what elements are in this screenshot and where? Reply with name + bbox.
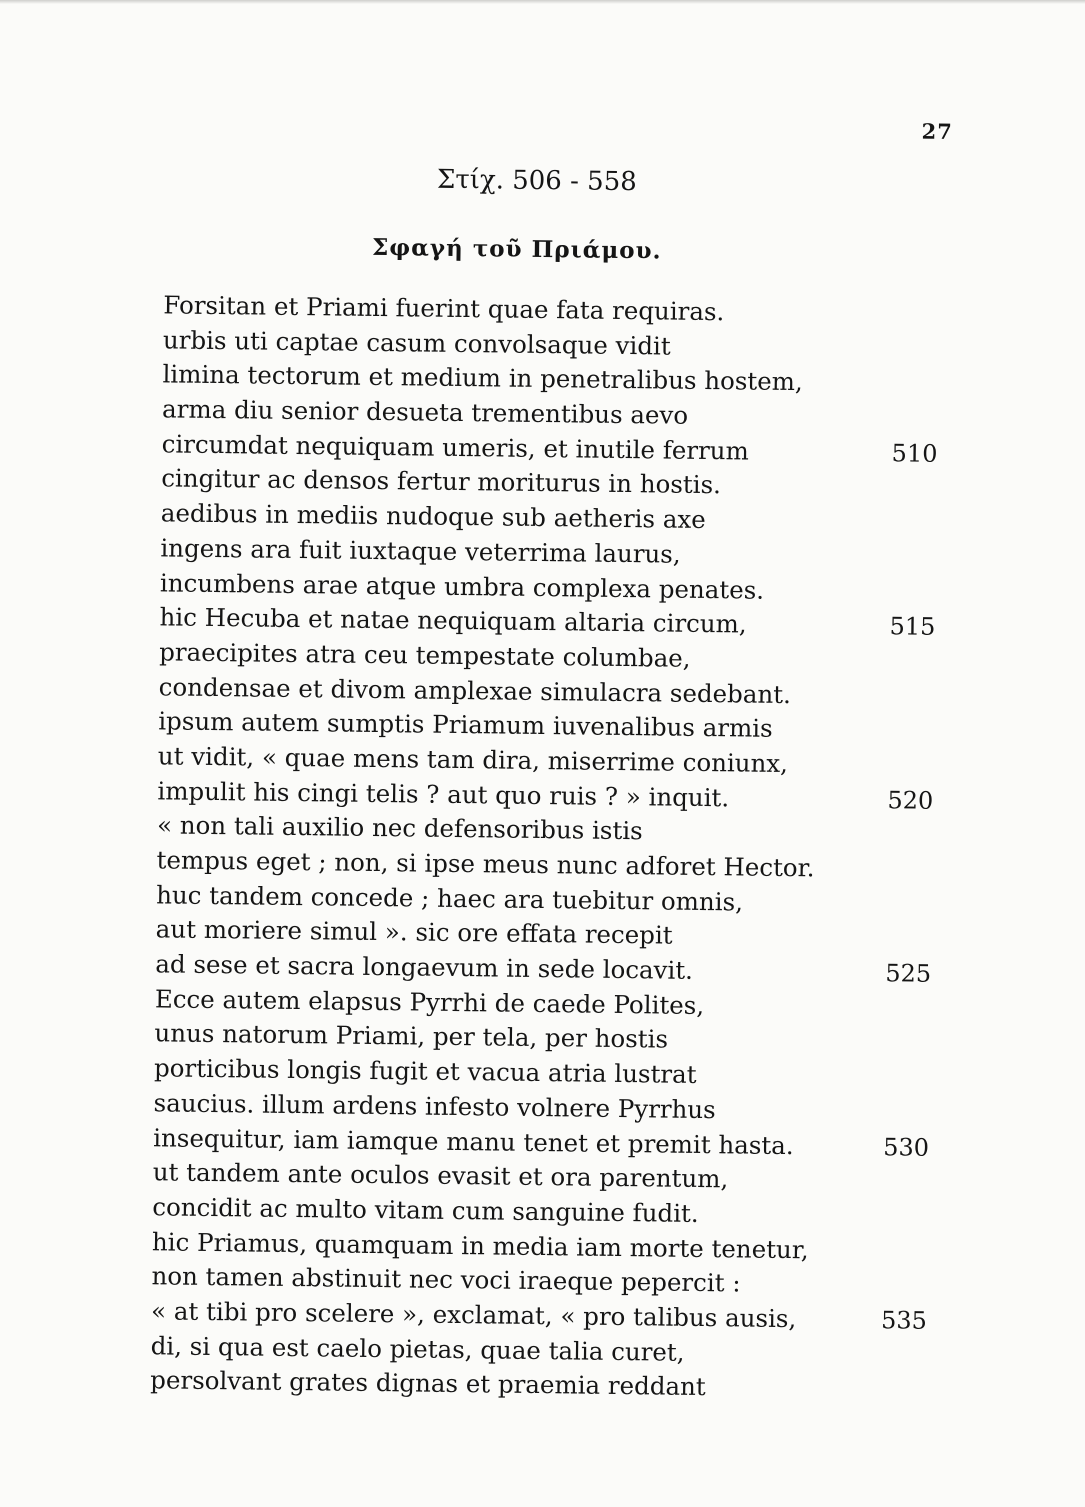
verse-number: 530 [883, 1132, 930, 1162]
verse-number: 535 [880, 1306, 928, 1335]
verse-number: 515 [889, 612, 936, 642]
verse-number: 525 [885, 959, 932, 988]
verse-number: 510 [891, 439, 938, 468]
verse-text: Forsitan et Priami fuerint quae fata requiras. [163, 290, 725, 327]
verse-text: « at tibi pro scelere », exclamat, « pro talibus ausis, [150, 1296, 797, 1334]
verse-text: saucius. illum ardens infesto volnere Pyrrhus [153, 1088, 716, 1124]
verse-text: condensae et divom amplexae simulacra sedebant. [158, 671, 792, 709]
verse-text: incumbens arae atque umbra complexa penates. [159, 567, 765, 605]
verse-text: tempus eget ; non, si ipse meus nunc adforet Hector. [156, 845, 815, 883]
verse-text: ut tandem ante oculos evasit et ora parentum, [152, 1157, 729, 1194]
verse-text: unus natorum Priami, per tela, per hostis [154, 1018, 669, 1055]
verse-text: cingitur ac densos fertur moriturus in hostis. [161, 463, 722, 500]
verse-text: hic Priamus, quamquam in media iam morte tenetur, [151, 1226, 809, 1264]
verse-text: insequitur, iam iamque manu tenet et premit hasta. [153, 1122, 794, 1160]
verse-text: ipsum autem sumptis Priamum iuvenalibus armis [158, 706, 773, 744]
verse-text: Ecce autem elapsus Pyrrhi de caede Polites, [154, 984, 705, 1020]
verse-list [150, 288, 944, 1407]
verse-text: arma diu senior desueta trementibus aevo [161, 394, 689, 430]
verse-text: urbis uti captae casum convolsaque vidit [162, 325, 671, 361]
verse-text: limina tectorum et medium in penetralibus hostem, [162, 359, 803, 397]
verse-text: non tamen abstinuit nec voci iraeque pepercit : [151, 1261, 741, 1298]
verse-text: concidit ac multo vitam cum sanguine fudit. [152, 1192, 699, 1228]
page-number: 27 [921, 118, 953, 144]
verse-text: huc tandem concede ; haec ara tuebitur omnis, [156, 880, 744, 917]
verse-text: circumdat nequiquam umeris, et inutile ferrum [161, 429, 749, 466]
verse-text: « non tali auxilio nec defensoribus istis [156, 810, 643, 846]
section-title: Σφαγή τοῦ Πριάμου. [371, 233, 662, 265]
verse-text: ut vidit, « quae mens tam dira, miserrime coniunx, [157, 741, 789, 778]
verse-number: 520 [887, 785, 934, 815]
verse-text: ad sese et sacra longaevum in sede locavit. [155, 949, 694, 985]
verse-text: aedibus in mediis nudoque sub aetheris axe [160, 498, 706, 535]
verse-text: ingens ara fuit iuxtaque veterrima laurus, [160, 533, 681, 569]
verse-text: impulit his cingi telis ? aut quo ruis ? » inquit. [157, 775, 730, 812]
verse-text: di, si qua est caelo pietas, quae talia curet, [150, 1330, 685, 1367]
verse-text: porticibus longis fugit et vacua atria lustrat [153, 1053, 697, 1090]
verse-text: aut moriere simul ». sic ore effata recepit [155, 914, 673, 951]
verse-text: praecipites atra ceu tempestate columbae, [158, 637, 691, 673]
verse-range-heading: Στίχ. 506 - 558 [436, 164, 637, 198]
verse-text: hic Hecuba et natae nequiquam altaria circum, [159, 602, 747, 639]
verse-text: persolvant grates dignas et praemia reddant [150, 1365, 706, 1402]
